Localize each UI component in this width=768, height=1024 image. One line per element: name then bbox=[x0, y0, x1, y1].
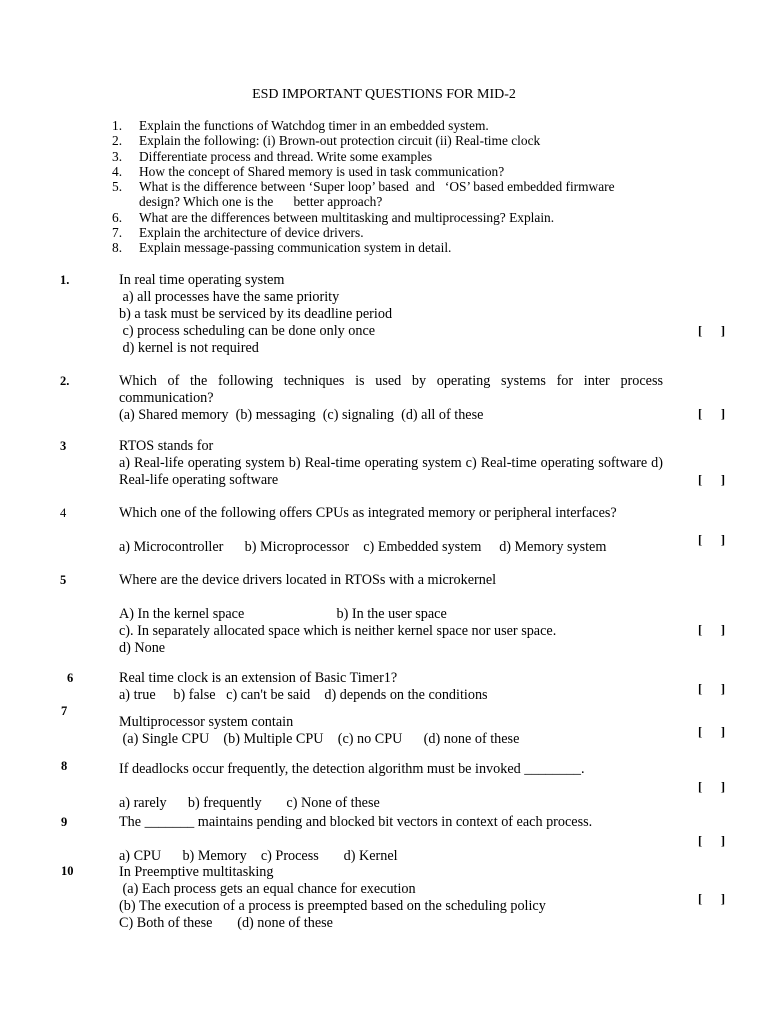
question-number: 10 bbox=[61, 864, 74, 878]
question-text: RTOS stands for bbox=[119, 438, 214, 454]
answer-bracket: [ ] bbox=[698, 473, 726, 487]
question-text: Real time clock is an extension of Basic Timer1? bbox=[119, 670, 398, 686]
question-number: 8 bbox=[61, 759, 68, 773]
question-text: Which one of the following offers CPUs as integrated memory or peripheral interfaces? bbox=[119, 505, 617, 521]
option-line: a) Microcontroller b) Microprocessor c) Embedded system d) Memory system bbox=[119, 539, 607, 555]
question-text: Which of the following techniques is used by operating systems for inter process communication? bbox=[119, 373, 663, 406]
option-line: (a) Each process gets an equal chance for execution bbox=[119, 881, 416, 897]
answer-bracket: [ ] bbox=[698, 725, 726, 739]
question-number: 9 bbox=[61, 815, 68, 829]
list-item: 2. Explain the following: (i) Brown-out protection circuit (ii) Real-time clock bbox=[112, 133, 541, 149]
option-line: C) Both of these (d) none of these bbox=[119, 915, 333, 931]
question-number: 2. bbox=[60, 374, 70, 388]
answer-bracket: [ ] bbox=[698, 533, 726, 547]
question-number: 1. bbox=[60, 273, 70, 287]
question-text: In Preemptive multitasking bbox=[119, 864, 274, 880]
answer-bracket: [ ] bbox=[698, 780, 726, 794]
question-text: In real time operating system bbox=[119, 272, 285, 288]
question-text: Where are the device drivers located in RTOSs with a microkernel bbox=[119, 572, 497, 588]
question-number: 7 bbox=[61, 704, 68, 718]
question-number: 3 bbox=[60, 439, 67, 453]
option-line: a) CPU b) Memory c) Process d) Kernel bbox=[119, 848, 398, 864]
option-line: a) true b) false c) can't be said d) depends on the conditions bbox=[119, 687, 488, 703]
option-line: c) process scheduling can be done only once bbox=[119, 323, 376, 339]
question-number: 5 bbox=[60, 573, 67, 587]
question-number: 6 bbox=[67, 671, 74, 685]
list-item: 4. How the concept of Shared memory is used in task communication? bbox=[112, 163, 505, 179]
answer-bracket: [ ] bbox=[698, 407, 726, 421]
list-item: 5. What is the difference between ‘Super loop’ based and ‘OS’ based embedded firmware bbox=[112, 179, 615, 195]
list-item: 6. What are the differences between multitasking and multiprocessing? Explain. bbox=[112, 209, 555, 225]
answer-bracket: [ ] bbox=[698, 623, 726, 637]
page-title: ESD IMPORTANT QUESTIONS FOR MID-2 bbox=[252, 87, 516, 102]
list-item-continuation: design? Which one is the better approach? bbox=[139, 194, 383, 210]
option-line: a) Real-life operating system b) Real-time operating system c) Real-time operating software d) Real-life operating software bbox=[119, 455, 663, 488]
question-number: 4 bbox=[60, 506, 67, 520]
option-line: d) None bbox=[119, 640, 166, 656]
list-item: 7. Explain the architecture of device drivers. bbox=[112, 225, 364, 241]
option-line: A) In the kernel space b) In the user space bbox=[119, 606, 447, 622]
option-line: a) all processes have the same priority bbox=[119, 289, 340, 305]
option-line: (b) The execution of a process is preempted based on the scheduling policy bbox=[119, 898, 546, 914]
answer-bracket: [ ] bbox=[698, 834, 726, 848]
option-line: (a) Shared memory (b) messaging (c) signaling (d) all of these bbox=[119, 407, 484, 423]
answer-bracket: [ ] bbox=[698, 892, 726, 906]
option-line: b) a task must be serviced by its deadline period bbox=[119, 306, 393, 322]
important-questions-list bbox=[112, 118, 672, 256]
list-item: 3. Differentiate process and thread. Write some examples bbox=[112, 148, 433, 164]
question-text: If deadlocks occur frequently, the detection algorithm must be invoked ________. bbox=[119, 761, 585, 777]
answer-bracket: [ ] bbox=[698, 682, 726, 696]
answer-bracket: [ ] bbox=[698, 324, 726, 338]
question-text: Multiprocessor system contain bbox=[119, 714, 294, 730]
option-line: (a) Single CPU (b) Multiple CPU (c) no CPU (d) none of these bbox=[119, 731, 520, 747]
option-line: a) rarely b) frequently c) None of these bbox=[119, 795, 380, 811]
question-text: The _______ maintains pending and blocked bit vectors in context of each process. bbox=[119, 814, 593, 830]
option-line: d) kernel is not required bbox=[119, 340, 259, 356]
option-line: c). In separately allocated space which is neither kernel space nor user space. bbox=[119, 623, 557, 639]
list-item: 8. Explain message-passing communication system in detail. bbox=[112, 240, 452, 256]
list-item: 1. Explain the functions of Watchdog timer in an embedded system. bbox=[112, 118, 489, 133]
